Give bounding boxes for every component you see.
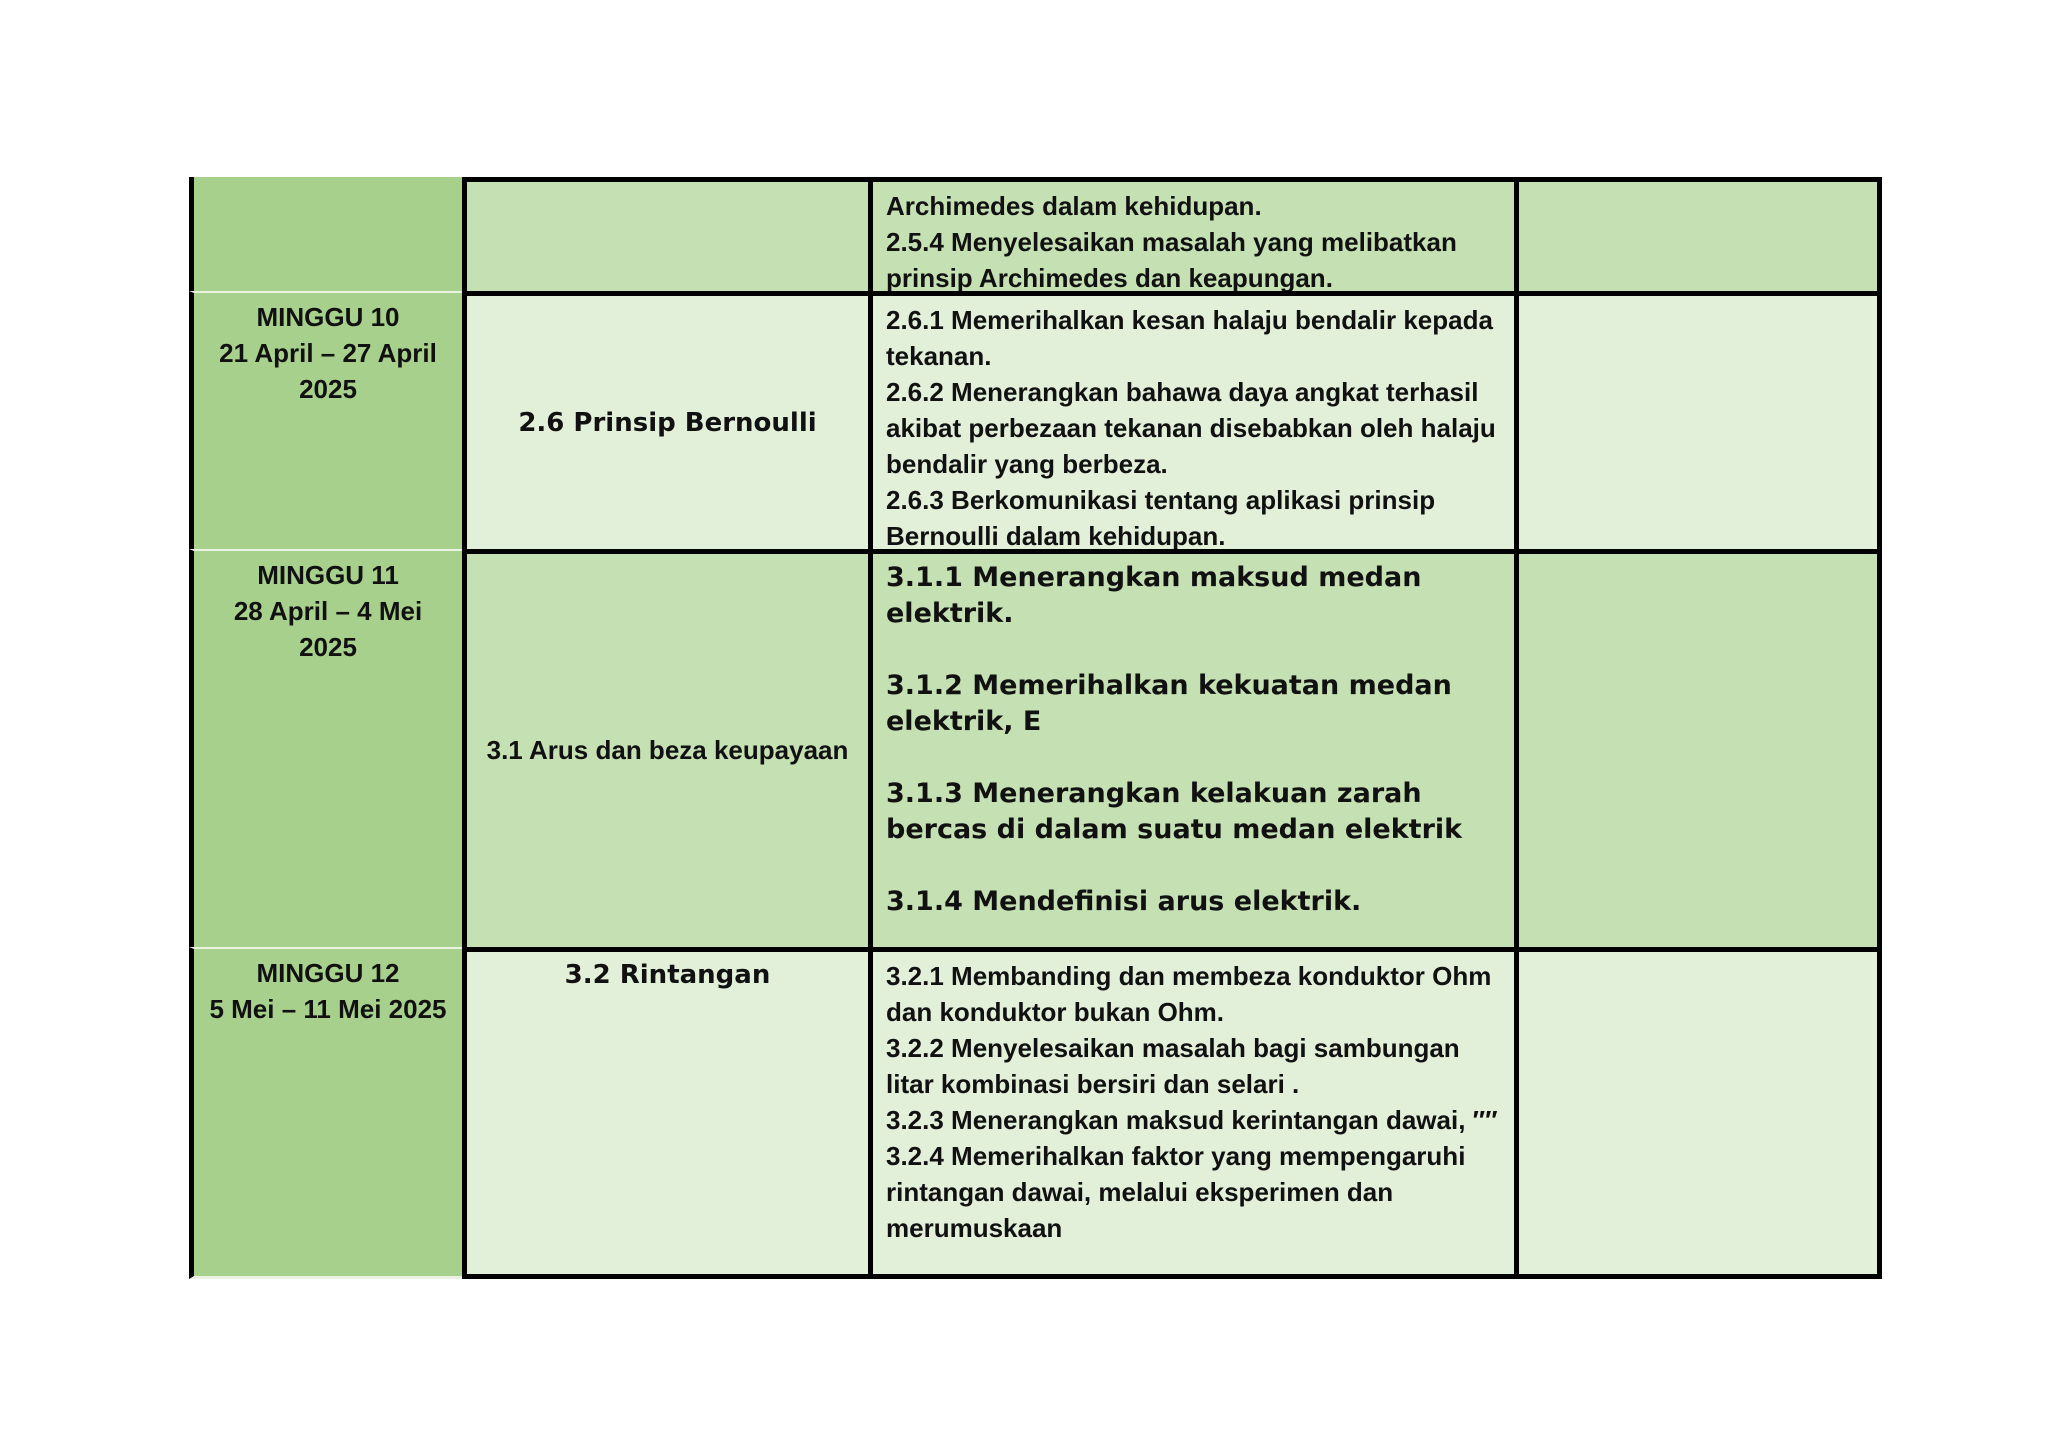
objective-text: 3.2.4 Memerihalkan faktor yang mempengaruhi rintangan dawai, melalui eksperimen dan merumuskaan bbox=[886, 1141, 1466, 1243]
objective-text: 3.1.3 Menerangkan kelakuan zarah bercas di dalam suatu medan elektrik bbox=[886, 778, 1463, 845]
objective-text: 2.6.2 Menerangkan bahawa daya angkat terhasil akibat perbezaan tekanan disebabkan oleh halaju bendalir yang berbeza. bbox=[886, 377, 1496, 479]
objective-text: 3.2.2 Menyelesaikan masalah bagi sambungan litar kombinasi bersiri dan selari . bbox=[886, 1033, 1460, 1099]
objectives-cell bbox=[868, 549, 1514, 947]
week-cell bbox=[189, 947, 462, 1279]
week-year: 2025 bbox=[299, 374, 357, 404]
objective-text: 3.1.4 Mendefinisi arus elektrik. bbox=[886, 886, 1362, 917]
notes-cell bbox=[1514, 291, 1882, 549]
topic-cell bbox=[462, 549, 868, 947]
week-dates: 28 April – 4 Mei bbox=[233, 596, 423, 626]
topic-cell bbox=[462, 947, 868, 1279]
week-cell bbox=[189, 177, 462, 291]
notes-cell bbox=[1514, 177, 1882, 291]
topic-title: 3.1 Arus dan beza keupayaan bbox=[486, 735, 849, 765]
week-dates: 5 Mei – 11 Mei 2025 bbox=[209, 994, 447, 1024]
objective-text: 2.6.3 Berkomunikasi tentang aplikasi prinsip Bernoulli dalam kehidupan. bbox=[886, 485, 1436, 549]
lesson-plan-table bbox=[189, 177, 1882, 1279]
topic-cell bbox=[462, 177, 868, 291]
objective-text: 3.2.1 Membanding dan membeza konduktor Ohm dan konduktor bukan Ohm. bbox=[886, 961, 1492, 1027]
week-cell bbox=[189, 291, 462, 549]
week-year: 2025 bbox=[299, 632, 357, 662]
objective-text: 3.1.1 Menerangkan maksud medan elektrik. bbox=[886, 562, 1422, 629]
week-dates: 21 April – 27 April bbox=[219, 338, 437, 368]
objective-text: 3.1.2 Memerihalkan kekuatan medan elektrik, E bbox=[886, 670, 1452, 737]
week-cell bbox=[189, 549, 462, 947]
week-label: MINGGU 12 bbox=[256, 958, 400, 988]
topic-title: 3.2 Rintangan bbox=[564, 960, 771, 990]
objectives-cell bbox=[868, 291, 1514, 549]
week-label: MINGGU 10 bbox=[256, 302, 400, 332]
objective-text: 2.5.4 Menyelesaikan masalah yang melibatkan prinsip Archimedes dan keapungan. bbox=[886, 227, 1457, 291]
objective-text: 3.2.3 Menerangkan maksud kerintangan dawai, ″″ bbox=[886, 1105, 1498, 1135]
objective-text: Archimedes dalam kehidupan. bbox=[886, 191, 1262, 221]
notes-cell bbox=[1514, 947, 1882, 1279]
week-label: MINGGU 11 bbox=[257, 560, 399, 590]
objectives-cell bbox=[868, 947, 1514, 1279]
objective-text: 2.6.1 Memerihalkan kesan halaju bendalir kepada tekanan. bbox=[886, 305, 1493, 371]
topic-cell bbox=[462, 291, 868, 549]
topic-title: 2.6 Prinsip Bernoulli bbox=[518, 407, 817, 438]
objectives-cell bbox=[868, 177, 1514, 291]
notes-cell bbox=[1514, 549, 1882, 947]
